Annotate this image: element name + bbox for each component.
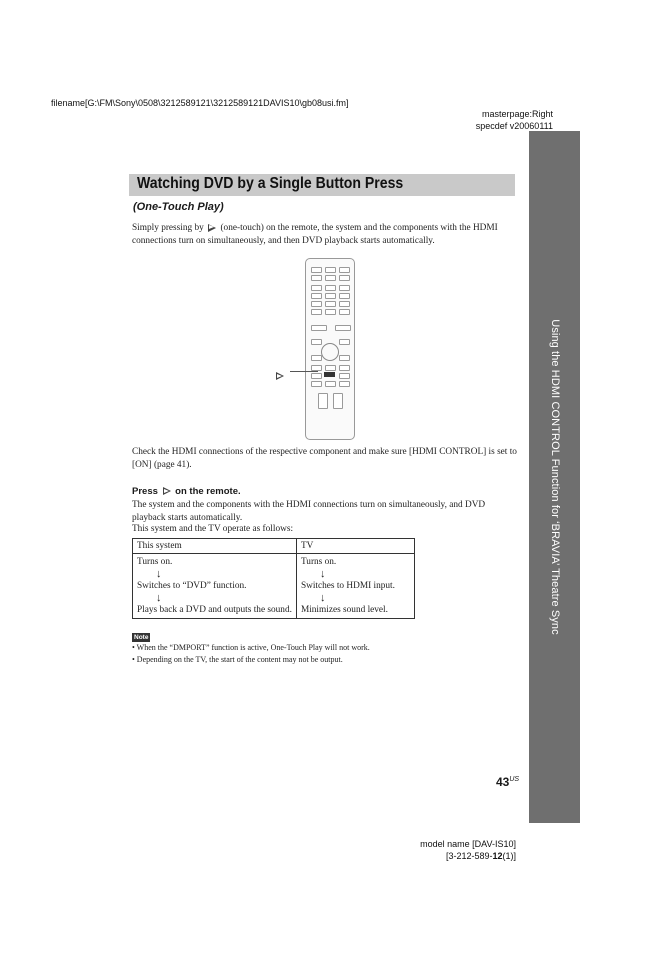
tv-step: Minimizes sound level.	[300, 605, 388, 615]
note-badge: Note	[134, 634, 149, 641]
remote-key	[325, 365, 336, 371]
callout-one-touch-icon	[276, 372, 284, 380]
remote-key	[325, 381, 336, 387]
step-heading-after: on the remote.	[175, 486, 241, 497]
remote-key	[318, 393, 328, 409]
down-arrow-icon: ↓	[319, 568, 326, 580]
remote-key	[339, 267, 350, 273]
section-title-bar	[129, 174, 515, 196]
step-heading-before: Press	[132, 486, 158, 497]
filename-header: filename[G:\FM\Sony\0508\3212589121\3212589121DAVIS10\gb08usi.fm]	[51, 98, 349, 108]
step-operate-line: This system and the TV operate as follows:	[132, 524, 294, 534]
remote-key	[311, 293, 322, 299]
remote-key	[339, 275, 350, 281]
section-side-tab	[529, 131, 580, 823]
remote-key	[325, 275, 336, 281]
remote-key	[311, 355, 322, 361]
page-number	[496, 775, 519, 789]
page-number-suffix: US	[509, 776, 520, 783]
note-item: • When the “DMPORT” function is active, One-Touch Play will not work.	[132, 643, 370, 652]
table-header-cell: This system	[133, 539, 297, 554]
remote-key	[335, 325, 351, 331]
system-step: Plays back a DVD and outputs the sound.	[137, 605, 292, 615]
remote-key	[339, 301, 350, 307]
remote-key	[339, 293, 350, 299]
side-tab-text: Using the HDMI CONTROL Function for ‘BRAVIA’ Theatre Sync	[548, 319, 561, 635]
callout-line	[290, 371, 318, 372]
system-step: Turns on.	[137, 557, 173, 567]
intro-text-start: Simply pressing by	[132, 223, 204, 233]
specdef-header: specdef v20060111	[475, 121, 553, 131]
remote-key	[339, 309, 350, 315]
section-subtitle: (One-Touch Play)	[133, 201, 224, 213]
one-touch-play-icon	[208, 224, 216, 232]
remote-key	[325, 293, 336, 299]
step-body: The system and the components with the HDMI connections turn on simultaneously, and DVD playback starts automatically.	[132, 500, 486, 523]
remote-key	[325, 301, 336, 307]
page-number-value: 43	[496, 775, 510, 789]
footer-code: [3-212-589-12(1)]	[445, 851, 516, 861]
remote-key	[339, 365, 350, 371]
remote-key	[311, 373, 322, 379]
note-item: • Depending on the TV, the start of the content may not be output.	[132, 655, 343, 664]
section-title: Watching DVD by a Single Button Press	[137, 175, 404, 192]
one-touch-play-key-highlight	[324, 372, 335, 377]
remote-key	[339, 285, 350, 291]
down-arrow-icon: ↓	[156, 592, 162, 604]
remote-key	[339, 355, 350, 361]
footer-model-name: model name [DAV-IS10]	[420, 839, 516, 849]
intro-text-end: (one-touch) on the remote, the system and the components with the HDMI connections turn on simultaneously, and then DVD playback starts automatically.	[132, 223, 498, 246]
table-header-row	[133, 539, 415, 554]
remote-key	[339, 373, 350, 379]
remote-key	[311, 285, 322, 291]
down-arrow-icon: ↓	[156, 568, 162, 580]
system-step: Switches to “DVD” function.	[137, 581, 247, 591]
table-row	[133, 554, 415, 619]
remote-control-illustration	[305, 258, 355, 440]
check-paragraph: Check the HDMI connections of the respective component and make sure [HDMI CONTROL] is set to [ON] (page 41).	[132, 447, 517, 470]
tv-step: Switches to HDMI input.	[300, 581, 395, 591]
operation-table	[132, 538, 415, 619]
remote-key	[339, 381, 350, 387]
remote-key	[311, 301, 322, 307]
masterpage-header: masterpage:Right	[481, 109, 553, 119]
tv-steps-cell	[296, 554, 414, 619]
remote-key	[311, 309, 322, 315]
remote-key	[311, 381, 322, 387]
remote-key	[325, 285, 336, 291]
remote-dpad	[321, 343, 339, 361]
remote-key	[311, 339, 322, 345]
tv-step: Turns on.	[300, 557, 337, 567]
down-arrow-icon: ↓	[319, 592, 326, 604]
step-heading	[132, 486, 241, 497]
remote-key	[325, 267, 336, 273]
table-header-cell: TV	[296, 539, 414, 554]
remote-key	[311, 325, 327, 331]
remote-key	[333, 393, 343, 409]
remote-key	[325, 309, 336, 315]
intro-paragraph	[132, 222, 512, 247]
remote-key	[311, 267, 322, 273]
system-steps-cell	[133, 554, 297, 619]
one-touch-play-icon	[163, 487, 171, 495]
remote-key	[311, 275, 322, 281]
remote-key	[339, 339, 350, 345]
